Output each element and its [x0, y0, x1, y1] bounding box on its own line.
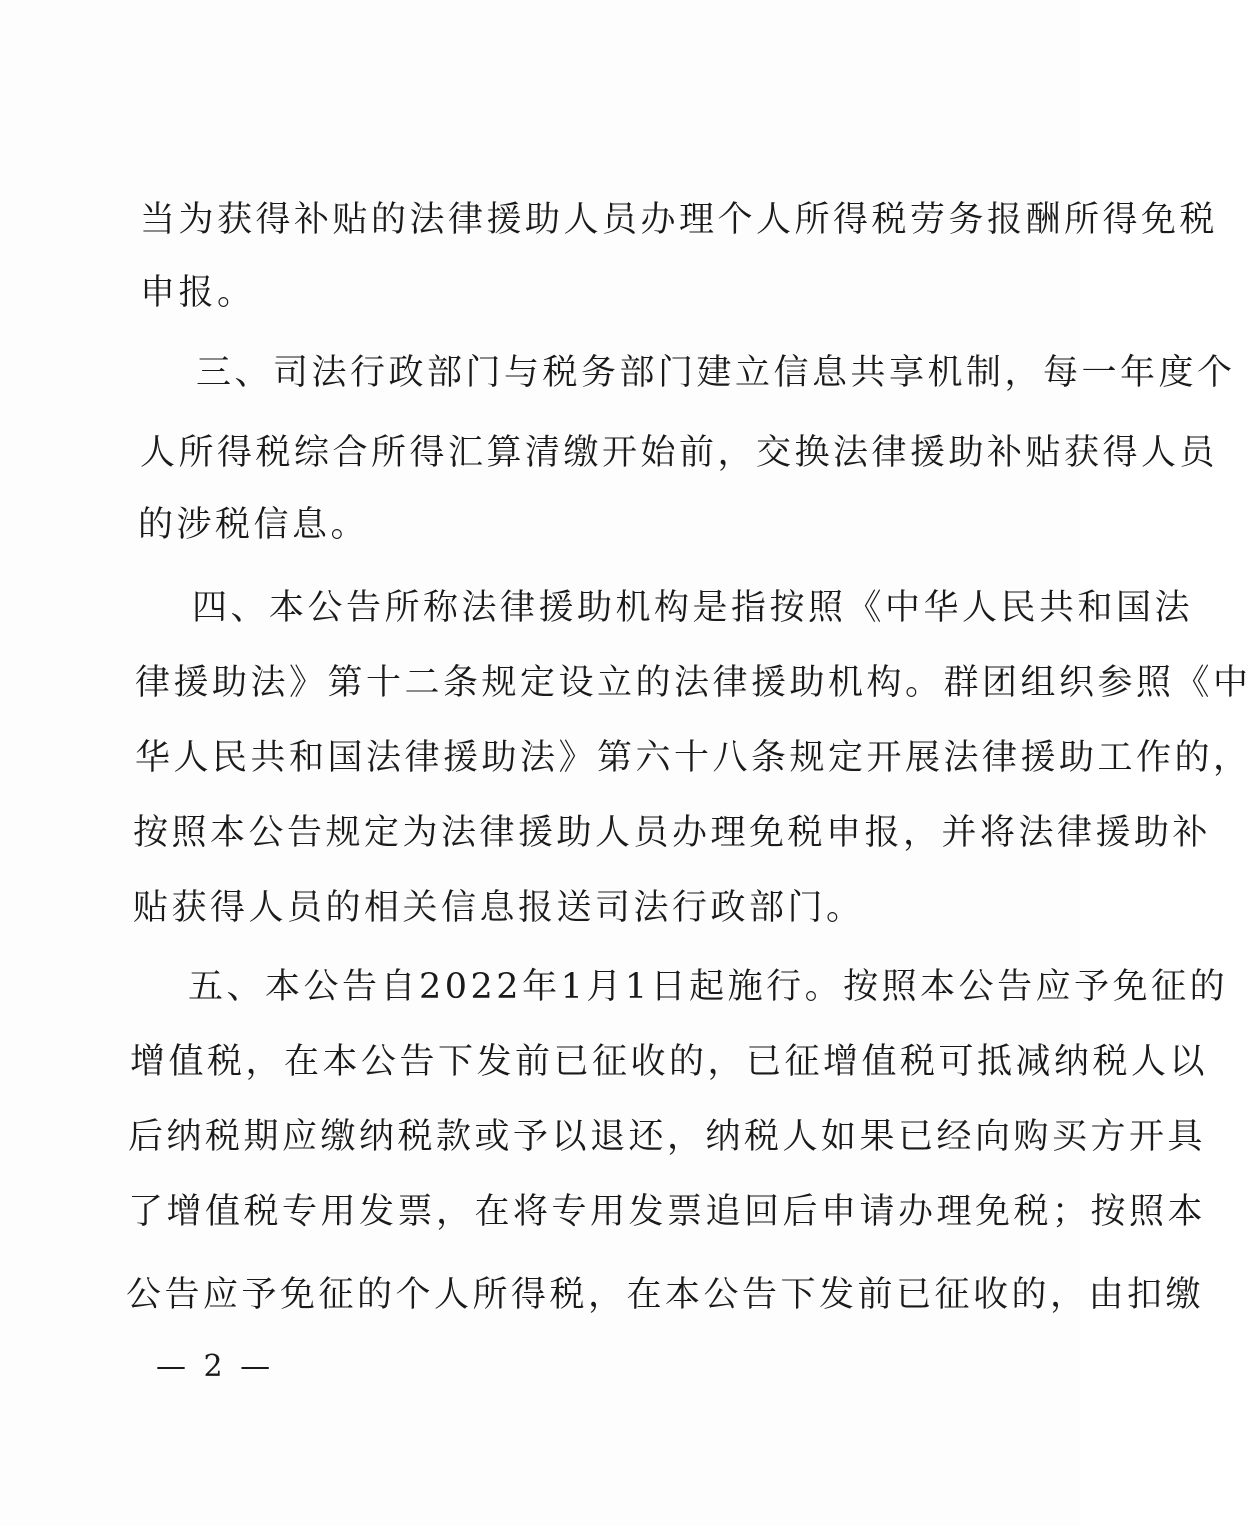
text-line: 的涉税信息。	[138, 505, 370, 545]
text-line: 五、本公告自2022年1月1日起施行。按照本公告应予免征的	[188, 967, 1229, 1007]
text-line: 四、本公告所称法律援助机构是指按照《中华人民共和国法	[192, 588, 1194, 628]
text-line: 律援助法》第十二条规定设立的法律援助机构。群团组织参照《中	[135, 663, 1252, 703]
text-line: 后纳税期应缴纳税款或予以退还，纳税人如果已经向购买方开具	[128, 1117, 1207, 1157]
text-line: 人所得税综合所得汇算清缴开始前，交换法律援助补贴获得人员	[140, 433, 1219, 473]
text-line: 当为获得补贴的法律援助人员办理个人所得税劳务报酬所得免税	[140, 200, 1219, 240]
text-line: 三、司法行政部门与税务部门建立信息共享机制，每一年度个	[196, 353, 1236, 393]
text-line: 公告应予免征的个人所得税，在本公告下发前已征收的，由扣缴	[126, 1275, 1205, 1315]
text-line: 增值税，在本公告下发前已征收的，已征增值税可抵减纳税人以	[130, 1042, 1209, 1082]
text-line: 了增值税专用发票，在将专用发票追回后申请办理免税；按照本	[128, 1192, 1207, 1232]
text-line: 申报。	[140, 273, 256, 313]
text-line: 按照本公告规定为法律援助人员办理免税申报，并将法律援助补	[133, 813, 1212, 853]
text-line: 华人民共和国法律援助法》第六十八条规定开展法律援助工作的，	[135, 738, 1252, 778]
page-number: — 2 —	[156, 1349, 275, 1384]
text-line: 贴获得人员的相关信息报送司法行政部门。	[133, 888, 865, 928]
